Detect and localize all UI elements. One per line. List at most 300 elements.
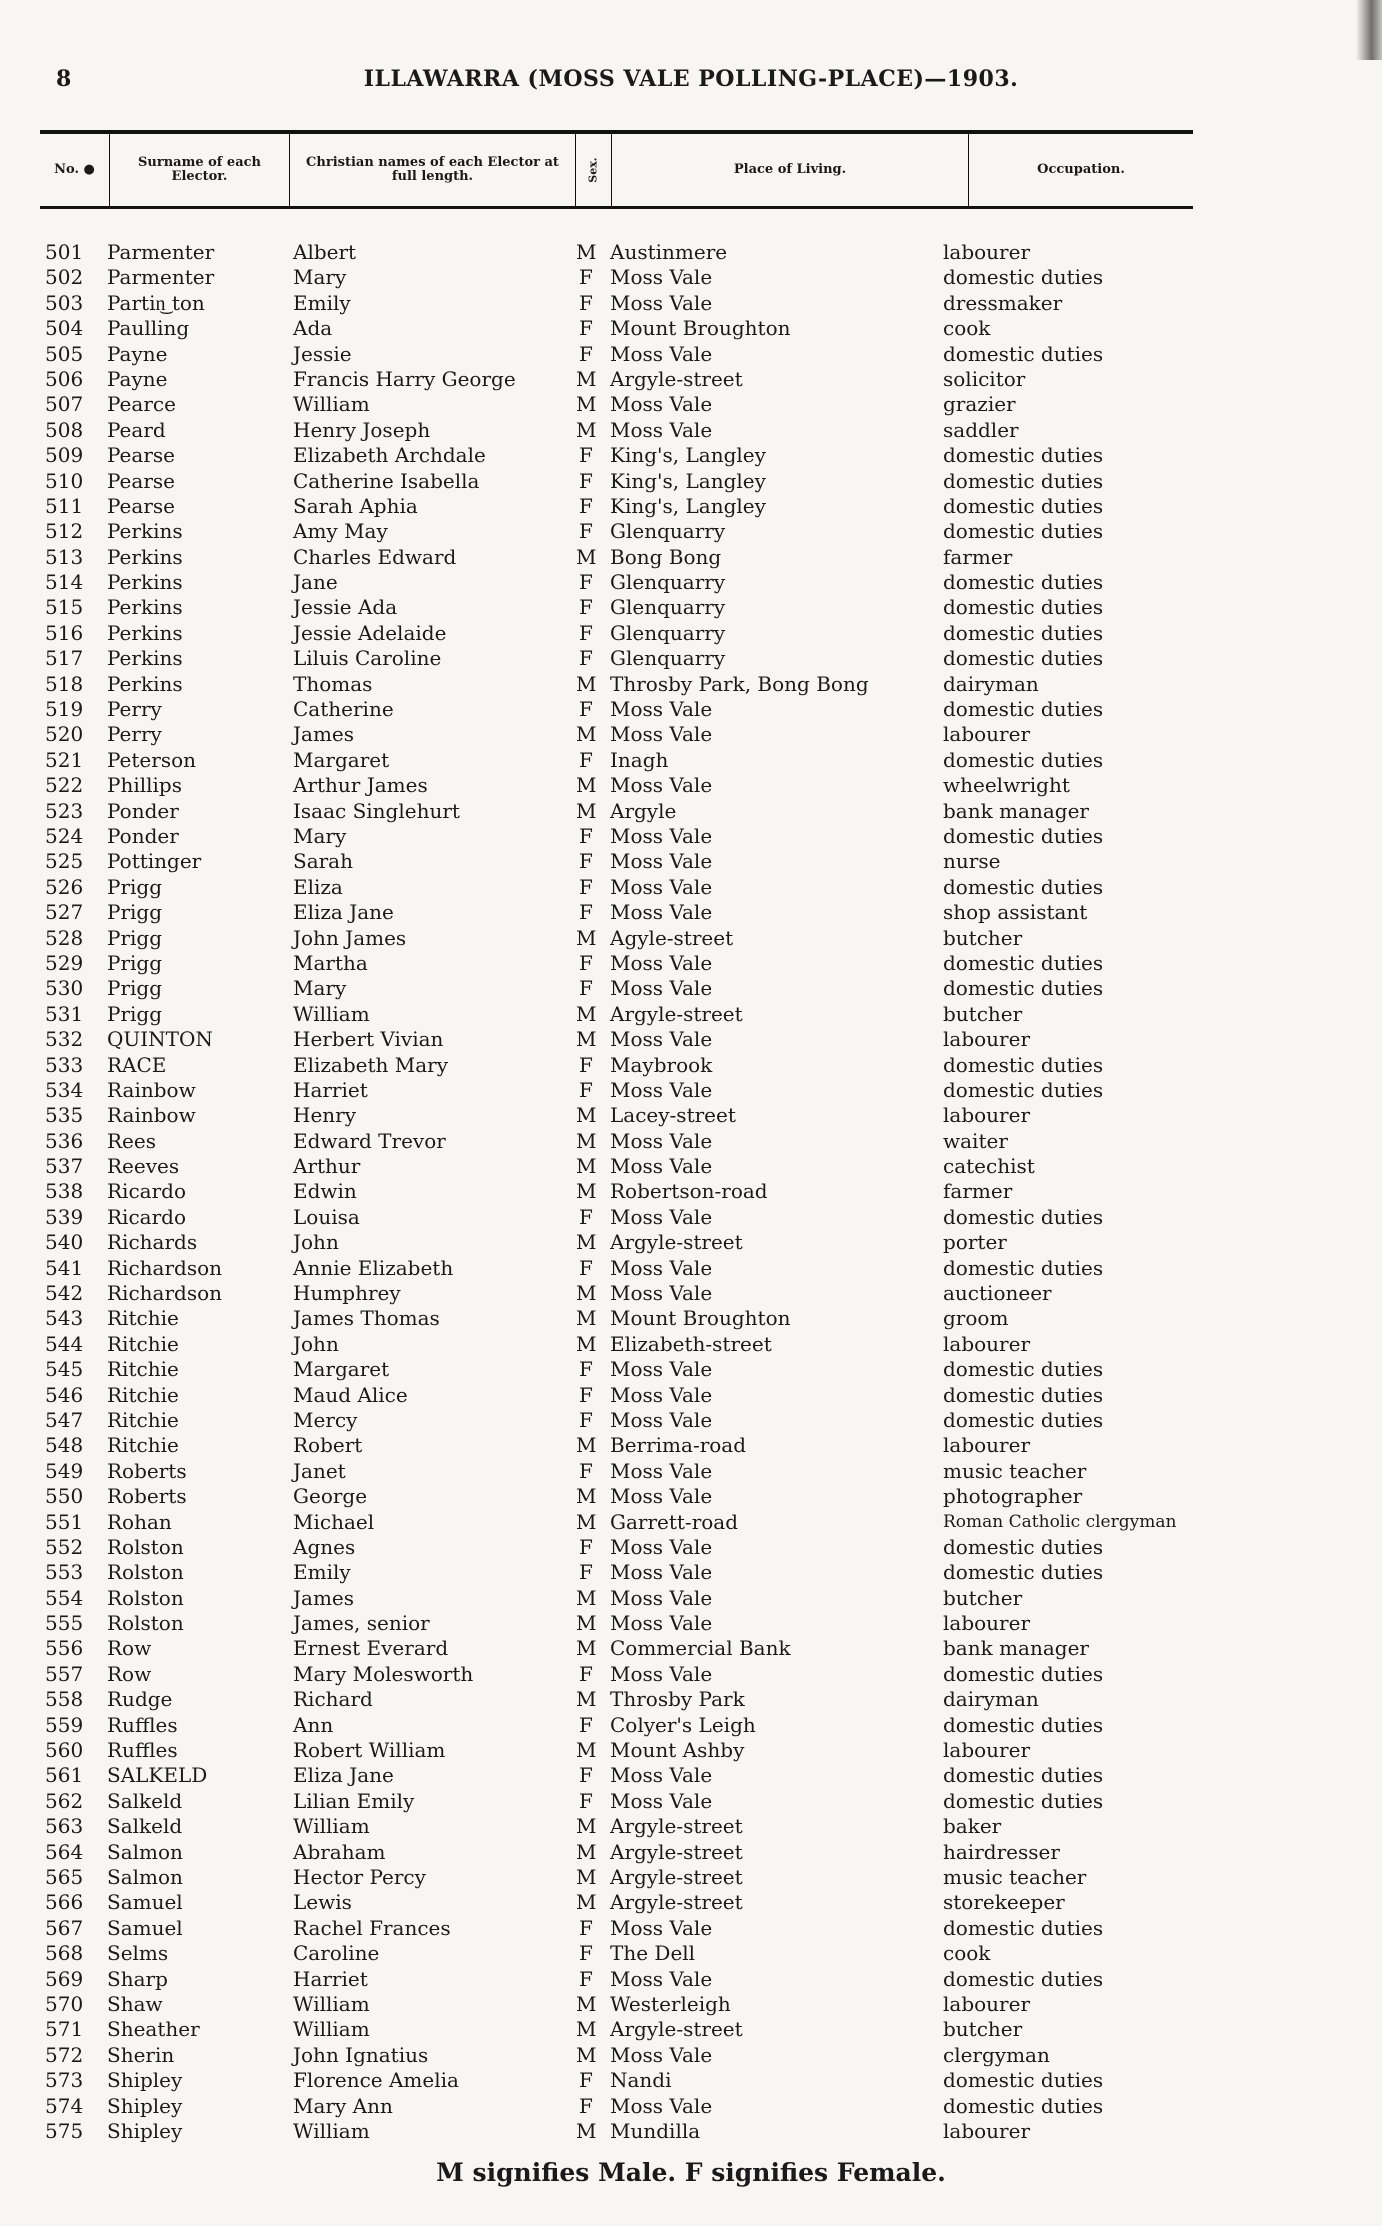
elector-number: 511 bbox=[45, 493, 84, 518]
christian-names: Edwin bbox=[293, 1179, 357, 1204]
sex: F bbox=[579, 1560, 593, 1585]
christian-names: Elizabeth Archdale bbox=[293, 443, 486, 468]
elector-number: 510 bbox=[45, 468, 84, 493]
elector-number: 538 bbox=[45, 1179, 84, 1204]
surname: Ricardo bbox=[107, 1179, 186, 1204]
table-row bbox=[40, 1738, 1340, 1763]
table-row bbox=[40, 697, 1340, 722]
christian-names: Hector Percy bbox=[293, 1865, 426, 1889]
occupation: domestic duties bbox=[943, 874, 1104, 899]
place-of-living: Agyle-street bbox=[610, 925, 734, 950]
sex: M bbox=[576, 1509, 597, 1534]
elector-number: 560 bbox=[45, 1738, 84, 1763]
christian-names: Jessie Adelaide bbox=[293, 620, 447, 645]
occupation: wheelwright bbox=[943, 773, 1070, 798]
table-row bbox=[40, 1586, 1340, 1611]
sex: M bbox=[576, 1814, 597, 1839]
sex: M bbox=[576, 1433, 597, 1458]
sex: M bbox=[576, 544, 597, 569]
sex: M bbox=[576, 392, 597, 417]
occupation: butcher bbox=[943, 925, 1023, 950]
christian-names: John Ignatius bbox=[293, 2042, 429, 2067]
christian-names: Eliza Jane bbox=[293, 1763, 394, 1788]
place-of-living: Moss Vale bbox=[610, 1611, 713, 1636]
surname: Richards bbox=[107, 1230, 198, 1255]
table-row bbox=[40, 1814, 1340, 1839]
surname: Ritchie bbox=[107, 1331, 179, 1356]
table-row bbox=[40, 1027, 1340, 1052]
elector-number: 518 bbox=[45, 671, 84, 696]
table-row bbox=[40, 824, 1340, 849]
table-row bbox=[40, 1103, 1340, 1128]
elector-number: 546 bbox=[45, 1382, 84, 1407]
christian-names: Michael bbox=[293, 1509, 375, 1534]
place-of-living: Moss Vale bbox=[610, 1204, 713, 1229]
sex: M bbox=[576, 2042, 597, 2067]
surname: Shipley bbox=[107, 2068, 183, 2093]
occupation: domestic duties bbox=[943, 2068, 1104, 2093]
surname: Reeves bbox=[107, 1154, 180, 1179]
sex: F bbox=[579, 823, 593, 848]
occupation: domestic duties bbox=[943, 2093, 1104, 2118]
table-row bbox=[40, 951, 1340, 976]
christian-names: Elizabeth Mary bbox=[293, 1052, 449, 1077]
christian-names: Robert bbox=[293, 1433, 363, 1458]
christian-names: Janet bbox=[293, 1458, 346, 1483]
surname: Rolston bbox=[107, 1611, 184, 1636]
place-of-living: Westerleigh bbox=[610, 1991, 731, 2016]
christian-names: Robert William bbox=[293, 1738, 446, 1763]
place-of-living: Glenquarry bbox=[610, 595, 726, 620]
place-of-living: Argyle-street bbox=[610, 1230, 743, 1255]
surname: Paulling bbox=[107, 316, 190, 341]
place-of-living: Moss Vale bbox=[610, 341, 713, 366]
place-of-living: Moss Vale bbox=[610, 976, 713, 1001]
surname: Rees bbox=[107, 1128, 156, 1153]
header-sex-label: Sex. bbox=[586, 157, 600, 183]
sex: M bbox=[576, 1306, 597, 1331]
elector-number: 509 bbox=[45, 443, 84, 468]
sex: F bbox=[579, 1382, 593, 1407]
place-of-living: Moss Vale bbox=[610, 874, 713, 899]
surname: Ritchie bbox=[107, 1382, 179, 1407]
header-place: Place of Living. bbox=[612, 134, 969, 206]
sex: M bbox=[576, 671, 597, 696]
sex: M bbox=[576, 1103, 597, 1128]
occupation: clergyman bbox=[943, 2042, 1050, 2067]
occupation: cook bbox=[943, 316, 991, 341]
surname: Payne bbox=[107, 341, 168, 366]
occupation: domestic duties bbox=[943, 570, 1104, 595]
elector-number: 557 bbox=[45, 1661, 84, 1686]
sex: F bbox=[579, 595, 593, 620]
table-row bbox=[40, 2094, 1340, 2119]
table-row bbox=[40, 1840, 1340, 1865]
elector-number: 531 bbox=[45, 1001, 84, 1026]
place-of-living: Moss Vale bbox=[610, 1560, 713, 1585]
place-of-living: Argyle bbox=[610, 798, 677, 823]
place-of-living: Moss Vale bbox=[610, 1128, 713, 1153]
table-row bbox=[40, 494, 1340, 519]
elector-number: 527 bbox=[45, 900, 84, 925]
table-row bbox=[40, 1459, 1340, 1484]
occupation: domestic duties bbox=[943, 1661, 1104, 1686]
elector-number: 568 bbox=[45, 1941, 84, 1966]
sex: M bbox=[576, 1179, 597, 1204]
table-row bbox=[40, 773, 1340, 798]
elector-number: 548 bbox=[45, 1433, 84, 1458]
table-row bbox=[40, 1560, 1340, 1585]
christian-names: Eliza bbox=[293, 874, 343, 899]
place-of-living: Moss Vale bbox=[610, 1357, 713, 1382]
sex: F bbox=[579, 2068, 593, 2093]
table-row bbox=[40, 1636, 1340, 1661]
sex: F bbox=[579, 1941, 593, 1966]
occupation: Roman Catholic clergyman bbox=[943, 1511, 1177, 1532]
surname: Roberts bbox=[107, 1484, 187, 1509]
occupation: saddler bbox=[943, 417, 1019, 442]
christian-names: Isaac Singlehurt bbox=[293, 798, 460, 823]
sex: M bbox=[576, 1611, 597, 1636]
sex: F bbox=[579, 290, 593, 315]
place-of-living: Glenquarry bbox=[610, 519, 726, 544]
christian-names: Arthur James bbox=[293, 773, 428, 798]
surname: Payne bbox=[107, 366, 168, 391]
place-of-living: Moss Vale bbox=[610, 1281, 713, 1306]
place-of-living: Moss Vale bbox=[610, 290, 713, 315]
elector-number: 535 bbox=[45, 1103, 84, 1128]
elector-number: 562 bbox=[45, 1788, 84, 1813]
christian-names: William bbox=[293, 2017, 370, 2042]
christian-names: Margaret bbox=[293, 1357, 390, 1382]
place-of-living: Moss Vale bbox=[610, 1534, 713, 1559]
table-row bbox=[40, 392, 1340, 417]
christian-names: Margaret bbox=[293, 747, 390, 772]
table-row bbox=[40, 2068, 1340, 2093]
occupation: photographer bbox=[943, 1484, 1083, 1509]
christian-names: Richard bbox=[293, 1687, 373, 1712]
surname: Shipley bbox=[107, 2118, 183, 2143]
elector-number: 569 bbox=[45, 1966, 84, 1991]
christian-names: Mary bbox=[293, 823, 347, 848]
table-row bbox=[40, 1510, 1340, 1535]
elector-number: 530 bbox=[45, 976, 84, 1001]
sex: F bbox=[579, 316, 593, 341]
occupation: porter bbox=[943, 1230, 1007, 1255]
surname: Rolston bbox=[107, 1560, 184, 1585]
surname: Pearce bbox=[107, 392, 176, 417]
sex: F bbox=[579, 570, 593, 595]
header-occupation: Occupation. bbox=[1037, 161, 1125, 177]
christian-names: Amy May bbox=[293, 519, 388, 544]
occupation: farmer bbox=[943, 544, 1013, 569]
table-row bbox=[40, 1992, 1340, 2017]
sex: M bbox=[576, 1991, 597, 2016]
elector-number: 512 bbox=[45, 519, 84, 544]
occupation: domestic duties bbox=[943, 1915, 1104, 1940]
table-row bbox=[40, 2119, 1340, 2144]
surname: Pearse bbox=[107, 468, 175, 493]
table-row bbox=[40, 1535, 1340, 1560]
christian-names: Henry bbox=[293, 1103, 357, 1128]
table-row bbox=[40, 1763, 1340, 1788]
table-row bbox=[40, 570, 1340, 595]
elector-number: 567 bbox=[45, 1915, 84, 1940]
occupation: domestic duties bbox=[943, 1204, 1104, 1229]
sex: M bbox=[576, 798, 597, 823]
occupation: grazier bbox=[943, 392, 1016, 417]
sex: F bbox=[579, 1357, 593, 1382]
christian-names: Catherine Isabella bbox=[293, 468, 480, 493]
christian-names: James Thomas bbox=[293, 1306, 440, 1331]
sex: M bbox=[576, 1687, 597, 1712]
christian-names: Louisa bbox=[293, 1204, 360, 1229]
surname: Pottinger bbox=[107, 849, 202, 874]
sex: F bbox=[579, 1255, 593, 1280]
surname: Rolston bbox=[107, 1585, 184, 1610]
table-row bbox=[40, 1611, 1340, 1636]
surname: Salmon bbox=[107, 1839, 183, 1864]
elector-number: 543 bbox=[45, 1306, 84, 1331]
place-of-living: Lacey-street bbox=[610, 1103, 736, 1128]
place-of-living: Robertson-road bbox=[610, 1179, 768, 1204]
place-of-living: Argyle-street bbox=[610, 1839, 743, 1864]
surname: Ruffles bbox=[107, 1712, 178, 1737]
sex: F bbox=[579, 1788, 593, 1813]
surname: Perkins bbox=[107, 671, 183, 696]
occupation: music teacher bbox=[943, 1458, 1087, 1483]
table-row bbox=[40, 1179, 1340, 1204]
surname: Prigg bbox=[107, 1001, 163, 1026]
surname: Richardson bbox=[107, 1255, 223, 1280]
table-row bbox=[40, 1002, 1340, 1027]
christian-names: Mary Molesworth bbox=[293, 1661, 474, 1686]
occupation: groom bbox=[943, 1306, 1009, 1331]
occupation: domestic duties bbox=[943, 950, 1104, 975]
occupation: domestic duties bbox=[943, 1255, 1104, 1280]
elector-number: 566 bbox=[45, 1890, 84, 1915]
christian-names: Edward Trevor bbox=[293, 1128, 446, 1153]
christian-names: Eliza Jane bbox=[293, 900, 394, 925]
table-row bbox=[40, 443, 1340, 468]
place-of-living: Moss Vale bbox=[610, 392, 713, 417]
occupation: domestic duties bbox=[943, 443, 1104, 468]
table-row bbox=[40, 1256, 1340, 1281]
place-of-living: Mount Ashby bbox=[610, 1738, 745, 1763]
place-of-living: Moss Vale bbox=[610, 1027, 713, 1052]
elector-number: 545 bbox=[45, 1357, 84, 1382]
sex: F bbox=[579, 1661, 593, 1686]
table-row bbox=[40, 265, 1340, 290]
sex: F bbox=[579, 1534, 593, 1559]
christian-names: Mary bbox=[293, 265, 347, 290]
table-row bbox=[40, 1332, 1340, 1357]
occupation: bank manager bbox=[943, 1636, 1089, 1661]
surname: Prigg bbox=[107, 950, 163, 975]
elector-number: 524 bbox=[45, 823, 84, 848]
surname: Shipley bbox=[107, 2093, 183, 2118]
surname: Prigg bbox=[107, 874, 163, 899]
table-row bbox=[40, 1433, 1340, 1458]
place-of-living: Moss Vale bbox=[610, 2093, 713, 2118]
occupation: domestic duties bbox=[943, 265, 1104, 290]
elector-number: 573 bbox=[45, 2068, 84, 2093]
sex: F bbox=[579, 1763, 593, 1788]
elector-number: 521 bbox=[45, 747, 84, 772]
surname: Shaw bbox=[107, 1991, 163, 2016]
occupation: domestic duties bbox=[943, 1788, 1104, 1813]
occupation: nurse bbox=[943, 849, 1001, 874]
place-of-living: Moss Vale bbox=[610, 417, 713, 442]
place-of-living: Moss Vale bbox=[610, 1788, 713, 1813]
occupation: storekeeper bbox=[943, 1890, 1065, 1915]
place-of-living: Commercial Bank bbox=[610, 1636, 791, 1661]
table-row bbox=[40, 545, 1340, 570]
elector-number: 534 bbox=[45, 1077, 84, 1102]
christian-names: Agnes bbox=[293, 1534, 356, 1559]
christian-names: Abraham bbox=[293, 1839, 386, 1864]
surname: Sherin bbox=[107, 2042, 175, 2067]
place-of-living: Argyle-street bbox=[610, 366, 743, 391]
surname: Rohan bbox=[107, 1509, 172, 1534]
place-of-living: Glenquarry bbox=[610, 646, 726, 671]
page-edge-shadow bbox=[1356, 0, 1382, 60]
sex: M bbox=[576, 240, 597, 264]
table-row bbox=[40, 342, 1340, 367]
elector-number: 539 bbox=[45, 1204, 84, 1229]
christian-names: George bbox=[293, 1484, 368, 1509]
occupation: domestic duties bbox=[943, 1712, 1104, 1737]
elector-number: 501 bbox=[45, 240, 84, 264]
place-of-living: Moss Vale bbox=[610, 950, 713, 975]
elector-number: 544 bbox=[45, 1331, 84, 1356]
place-of-living: King's, Langley bbox=[610, 493, 766, 518]
christian-names: Ernest Everard bbox=[293, 1636, 449, 1661]
occupation: labourer bbox=[943, 240, 1031, 264]
table-header bbox=[40, 130, 1193, 209]
sex: F bbox=[579, 519, 593, 544]
christian-names: John James bbox=[293, 925, 407, 950]
surname: Rolston bbox=[107, 1534, 184, 1559]
table-row bbox=[40, 1078, 1340, 1103]
occupation: domestic duties bbox=[943, 620, 1104, 645]
table-row bbox=[40, 1687, 1340, 1712]
place-of-living: Bong Bong bbox=[610, 544, 722, 569]
sex: F bbox=[579, 265, 593, 290]
occupation: butcher bbox=[943, 1001, 1023, 1026]
occupation: labourer bbox=[943, 1331, 1031, 1356]
elector-number: 555 bbox=[45, 1611, 84, 1636]
header-sex bbox=[576, 134, 612, 206]
occupation: shop assistant bbox=[943, 900, 1088, 925]
christian-names: Arthur bbox=[293, 1154, 361, 1179]
place-of-living: Mount Broughton bbox=[610, 1306, 791, 1331]
christian-names: Francis Harry George bbox=[293, 366, 516, 391]
table-row bbox=[40, 240, 1340, 265]
christian-names: Mercy bbox=[293, 1407, 358, 1432]
christian-names: Albert bbox=[293, 240, 357, 264]
occupation: labourer bbox=[943, 1991, 1031, 2016]
place-of-living: Moss Vale bbox=[610, 1915, 713, 1940]
christian-names: Herbert Vivian bbox=[293, 1027, 444, 1052]
surname: Roberts bbox=[107, 1458, 187, 1483]
occupation: labourer bbox=[943, 1027, 1031, 1052]
elector-number: 502 bbox=[45, 265, 84, 290]
place-of-living: King's, Langley bbox=[610, 443, 766, 468]
christian-names: William bbox=[293, 1991, 370, 2016]
elector-number: 533 bbox=[45, 1052, 84, 1077]
table-row bbox=[40, 519, 1340, 544]
sex: F bbox=[579, 1966, 593, 1991]
elector-number: 505 bbox=[45, 341, 84, 366]
sex: F bbox=[579, 950, 593, 975]
place-of-living: Moss Vale bbox=[610, 1458, 713, 1483]
surname: Peterson bbox=[107, 747, 197, 772]
place-of-living: Garrett-road bbox=[610, 1509, 739, 1534]
christian-names: James, senior bbox=[293, 1611, 430, 1636]
christian-names: William bbox=[293, 1814, 370, 1839]
sex: M bbox=[576, 1331, 597, 1356]
elector-number: 547 bbox=[45, 1407, 84, 1432]
sex: F bbox=[579, 1052, 593, 1077]
header-no: No. ● bbox=[40, 134, 110, 206]
occupation: domestic duties bbox=[943, 1763, 1104, 1788]
table-row bbox=[40, 1865, 1340, 1890]
occupation: dairyman bbox=[943, 1687, 1039, 1712]
page-title: ILLAWARRA (MOSS VALE POLLING-PLACE)—1903. bbox=[363, 66, 1019, 92]
elector-number: 526 bbox=[45, 874, 84, 899]
table-row bbox=[40, 1484, 1340, 1509]
christian-names: Henry Joseph bbox=[293, 417, 431, 442]
place-of-living: The Dell bbox=[610, 1941, 696, 1966]
occupation: domestic duties bbox=[943, 1407, 1104, 1432]
sex: M bbox=[576, 1230, 597, 1255]
christian-names: Liluis Caroline bbox=[293, 646, 442, 671]
table-row bbox=[40, 1205, 1340, 1230]
surname: Salmon bbox=[107, 1865, 183, 1889]
occupation: labourer bbox=[943, 1433, 1031, 1458]
elector-number: 570 bbox=[45, 1991, 84, 2016]
table-row bbox=[40, 418, 1340, 443]
table-row bbox=[40, 469, 1340, 494]
christian-names: Sarah bbox=[293, 849, 353, 874]
elector-number: 519 bbox=[45, 697, 84, 722]
elector-number: 571 bbox=[45, 2017, 84, 2042]
table-row bbox=[40, 646, 1340, 671]
elector-number: 506 bbox=[45, 366, 84, 391]
christian-names: Thomas bbox=[293, 671, 373, 696]
occupation: labourer bbox=[943, 1738, 1031, 1763]
table-row bbox=[40, 1916, 1340, 1941]
place-of-living: Moss Vale bbox=[610, 1382, 713, 1407]
christian-names: Humphrey bbox=[293, 1281, 401, 1306]
table-row bbox=[40, 1281, 1340, 1306]
christian-names: William bbox=[293, 392, 370, 417]
christian-names: Jessie Ada bbox=[293, 595, 398, 620]
sex: F bbox=[579, 443, 593, 468]
table-row bbox=[40, 1383, 1340, 1408]
occupation: baker bbox=[943, 1814, 1002, 1839]
surname: Pearse bbox=[107, 493, 175, 518]
place-of-living: Moss Vale bbox=[610, 1661, 713, 1686]
place-of-living: Glenquarry bbox=[610, 620, 726, 645]
surname: Samuel bbox=[107, 1915, 183, 1940]
surname: Ritchie bbox=[107, 1407, 179, 1432]
elector-number: 574 bbox=[45, 2093, 84, 2118]
christian-names: Ada bbox=[293, 316, 333, 341]
occupation: domestic duties bbox=[943, 1357, 1104, 1382]
table-row bbox=[40, 849, 1340, 874]
